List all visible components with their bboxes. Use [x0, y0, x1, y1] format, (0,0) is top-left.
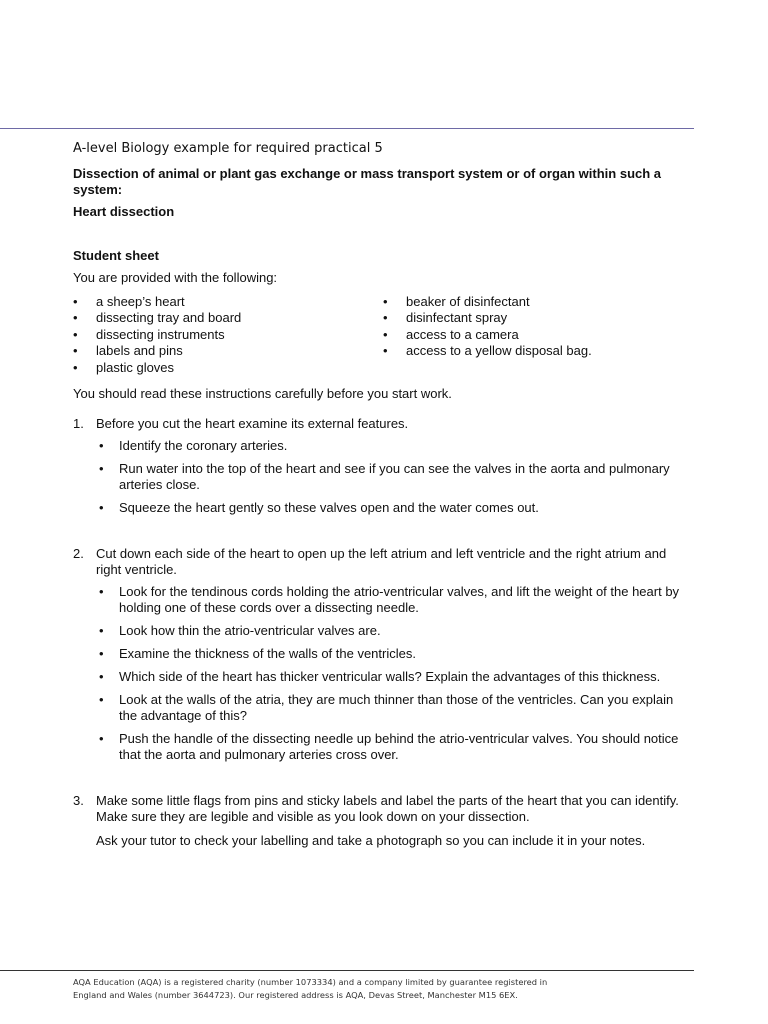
list-item: • Squeeze the heart gently so these valves open and the water comes out.: [96, 500, 693, 516]
list-item: • disinfectant spray: [383, 310, 693, 326]
practical-subtitle: Heart dissection: [73, 204, 175, 219]
read-instructions-note: You should read these instructions carefully before you start work.: [73, 386, 452, 402]
list-item: • plastic gloves: [73, 360, 383, 376]
list-item: • Examine the thickness of the walls of the ventricles.: [96, 646, 693, 662]
document-body: [73, 140, 693, 849]
list-item: • Look for the tendinous cords holding the atrio-ventricular valves, and lift the weight of the heart by holding one of these cords over a dissecting needle.: [96, 584, 693, 616]
list-item: • Look how thin the atrio-ventricular valves are.: [96, 623, 693, 639]
list-item: • labels and pins: [73, 343, 383, 359]
equipment-list: [73, 294, 693, 376]
list-item: • Push the handle of the dissecting needle up behind the atrio-ventricular valves. You should notice that the aorta and pulmonary arteries cross over.: [96, 731, 693, 763]
list-item: • access to a yellow disposal bag.: [383, 343, 693, 359]
header-divider: [0, 128, 694, 129]
list-item: • a sheep’s heart: [73, 294, 383, 310]
list-item: • dissecting instruments: [73, 327, 383, 343]
footer-line-2: England and Wales (number 3644723). Our registered address is AQA, Devas Street, Manchester M15 6EX.: [73, 990, 518, 1000]
step-number: 2.: [73, 546, 84, 562]
equipment-column-right: [383, 294, 693, 376]
step-1: [73, 416, 693, 516]
footer-line-1: AQA Education (AQA) is a registered charity (number 1073334) and a company limited by guarantee registered in: [73, 977, 548, 987]
step-3: [73, 793, 693, 849]
list-item: • Run water into the top of the heart and see if you can see the valves in the aorta and pulmonary arteries close.: [96, 461, 693, 493]
practical-title: Dissection of animal or plant gas exchange or mass transport system or of organ within such a system:: [73, 166, 662, 197]
step-1-bullets: [96, 438, 693, 516]
step-3-note: Ask your tutor to check your labelling and take a photograph so you can include it in your notes.: [96, 833, 646, 849]
list-item: • Identify the coronary arteries.: [96, 438, 693, 454]
step-text: Before you cut the heart examine its external features.: [96, 416, 409, 432]
step-number: 3.: [73, 793, 84, 809]
step-text: Cut down each side of the heart to open up the left atrium and left ventricle and the right atrium and right ventricle.: [96, 546, 667, 578]
equipment-column-left: [73, 294, 383, 376]
list-item: • dissecting tray and board: [73, 310, 383, 326]
footer: [73, 976, 633, 1002]
equipment-intro: You are provided with the following:: [73, 270, 278, 285]
document-header-title: A-level Biology example for required practical 5: [73, 141, 383, 156]
student-sheet-heading: Student sheet: [73, 248, 159, 263]
list-item: • Which side of the heart has thicker ventricular walls? Explain the advantages of this thickness.: [96, 669, 693, 685]
list-item: • Look at the walls of the atria, they are much thinner than those of the ventricles. Can you explain the advantage of this?: [96, 692, 693, 724]
step-number: 1.: [73, 416, 84, 432]
step-2-bullets: [96, 584, 693, 763]
step-text: Make some little flags from pins and sticky labels and label the parts of the heart that you can identify. Make sure they are legible and visible as you look down on your dissection.: [96, 793, 679, 825]
step-2: [73, 546, 693, 763]
footer-divider: [0, 970, 694, 971]
list-item: • beaker of disinfectant: [383, 294, 693, 310]
list-item: • access to a camera: [383, 327, 693, 343]
